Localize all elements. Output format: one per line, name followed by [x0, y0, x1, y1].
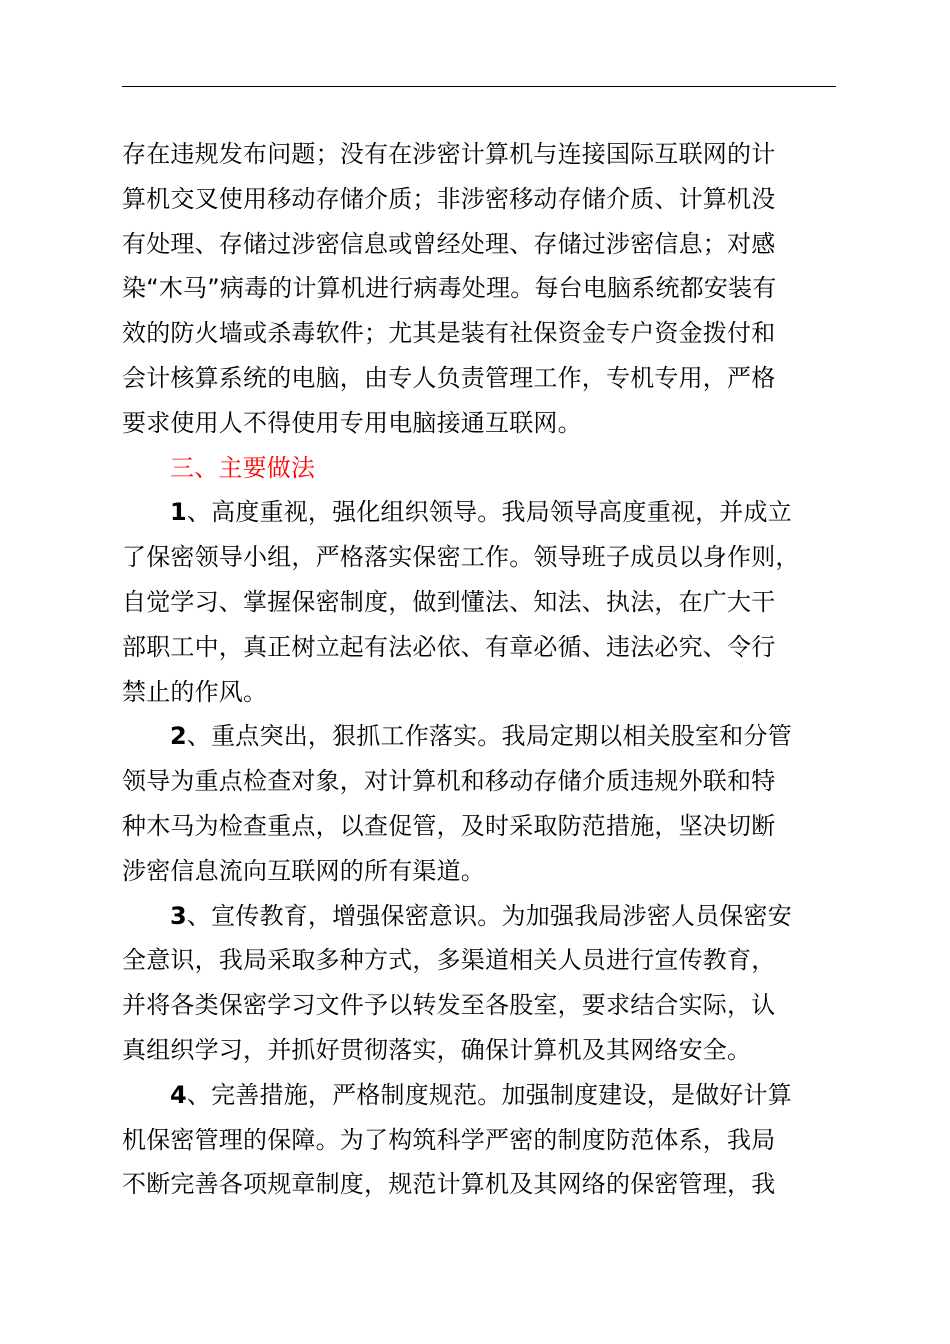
- item-number: 4: [170, 1080, 187, 1109]
- text-line: 机保密管理的保障。为了构筑科学严密的制度防范体系，我局: [122, 1125, 776, 1154]
- item-text: 、高度重视，强化组织领导。我局领导高度重视，并成立: [186, 498, 792, 527]
- item-number: 2: [170, 722, 187, 751]
- text-line: 有处理、存储过涉密信息或曾经处理、存储过涉密信息；对感: [122, 229, 776, 258]
- text-line: 染“木马”病毒的计算机进行病毒处理。每台电脑系统都安装有: [122, 274, 777, 303]
- document-body: [122, 132, 862, 1207]
- item-number: 3: [170, 901, 187, 930]
- text-line: 要求使用人不得使用专用电脑接通互联网。: [122, 408, 582, 437]
- text-line: 存在违规发布问题；没有在涉密计算机与连接国际互联网的计: [122, 140, 776, 168]
- text-line: 算机交叉使用移动存储介质；非涉密移动存储介质、计算机没: [122, 184, 776, 213]
- text-line: 效的防火墙或杀毒软件；尤其是装有社保资金专户资金拨付和: [122, 319, 776, 348]
- item-text: 、宣传教育，增强保密意识。为加强我局涉密人员保密安: [186, 901, 792, 930]
- text-line: 领导为重点检查对象，对计算机和移动存储介质违规外联和特: [122, 767, 776, 796]
- text-line: 并将各类保密学习文件予以转发至各股室，要求结合实际，认: [122, 991, 776, 1020]
- text-line: 了保密领导小组，严格落实保密工作。领导班子成员以身作则，: [122, 543, 800, 572]
- text-line: 部职工中，真正树立起有法必依、有章必循、违法必究、令行: [122, 632, 776, 661]
- text-line: 禁止的作风。: [122, 677, 268, 706]
- text-line: 会计核算系统的电脑，由专人负责管理工作，专机专用，严格: [122, 363, 776, 392]
- text-line: 种木马为检查重点，以查促管，及时采取防范措施，坚决切断: [122, 811, 776, 840]
- text-line: 涉密信息流向互联网的所有渠道。: [122, 856, 485, 885]
- item-4-first-line: [122, 1073, 862, 1118]
- item-1-first-line: [122, 490, 862, 535]
- item-2-first-line: [122, 714, 862, 759]
- item-number: 1: [170, 498, 187, 527]
- text-line: 真组织学习，并抓好贯彻落实，确保计算机及其网络安全。: [122, 1035, 752, 1064]
- text-line: 不断完善各项规章制度，规范计算机及其网络的保密管理，我: [122, 1170, 776, 1199]
- text-line: 全意识，我局采取多种方式，多渠道相关人员进行宣传教育，: [122, 946, 776, 975]
- section-heading: 三、主要做法: [170, 453, 316, 482]
- item-text: 、完善措施，严格制度规范。加强制度建设，是做好计算: [186, 1080, 792, 1109]
- item-3-first-line: [122, 894, 862, 939]
- text-line: 自觉学习、掌握保密制度，做到懂法、知法、执法，在广大干: [122, 587, 776, 616]
- header-rule: [122, 86, 836, 87]
- item-text: 、重点突出，狠抓工作落实。我局定期以相关股室和分管: [186, 722, 792, 751]
